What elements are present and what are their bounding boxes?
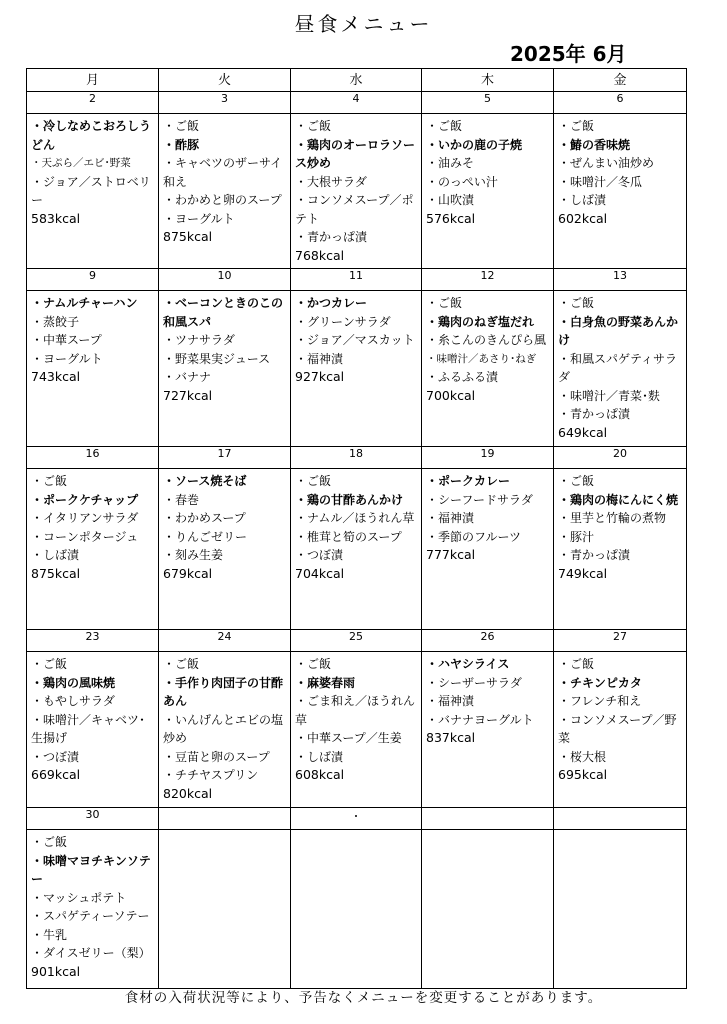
main-dish: ・ハヤシライス [426, 657, 510, 671]
side-dish: ・味噌汁／冬瓜 [558, 174, 643, 189]
main-dish: ・ソース焼そば [163, 474, 247, 488]
date-cell: 12 [422, 269, 554, 291]
date-cell: 2 [27, 92, 159, 114]
date-cell: 6 [554, 92, 687, 114]
calorie-value: 768kcal [295, 247, 345, 263]
date-cell: 23 [27, 630, 159, 652]
date-cell: 3 [159, 92, 291, 114]
calorie-value: 875kcal [31, 565, 81, 581]
date-cell: 10 [159, 269, 291, 291]
side-dish: ・のっぺい汁 [426, 174, 498, 189]
weekday-tue: 火 [159, 69, 291, 92]
side-dish: ・春巻 [163, 492, 200, 507]
weekday-header-row [27, 69, 687, 92]
main-dish: ・鶏肉のねぎ塩だれ [426, 314, 535, 329]
side-dish: ・つぼ漬 [31, 749, 80, 764]
side-dish: ・しば漬 [295, 749, 344, 764]
main-dish: ・鰆の香味焼 [558, 137, 631, 152]
day-menu-cell [27, 114, 159, 269]
menu-row [27, 830, 687, 989]
calorie-value: 608kcal [295, 767, 345, 782]
menu-row [27, 469, 687, 630]
side-dish: ・和風スパゲティサラダ [558, 351, 678, 384]
side-dish: ・山吹漬 [426, 193, 475, 207]
day-menu-cell [291, 652, 422, 808]
date-row [27, 630, 687, 652]
day-menu-cell [291, 830, 422, 989]
calorie-value: 927kcal [295, 369, 345, 384]
page-title: 昼食メニュー [294, 12, 433, 36]
date-cell: 16 [27, 447, 159, 469]
main-dish: ・味噌マヨチキンソテー [31, 853, 151, 886]
main-dish: ・酢豚 [163, 137, 200, 152]
main-dish: ・鶏肉の梅にんにく焼 [558, 492, 679, 507]
side-dish: ・ツナサラダ [163, 333, 235, 347]
side-dish: ・りんごゼリー [163, 529, 248, 544]
main-dish: ・かつカレー [295, 296, 368, 310]
day-menu-cell [422, 830, 554, 989]
side-dish: ・チチヤスプリン [163, 768, 259, 782]
calorie-value: 777kcal [426, 547, 476, 562]
date-cell [554, 808, 687, 830]
side-dish: ・キャベツのザーサイ和え [163, 156, 283, 189]
calorie-value: 837kcal [426, 730, 476, 745]
side-dish: ・青かっぱ漬 [558, 407, 631, 421]
main-dish: ・鶏肉のオーロラソース炒め [295, 137, 416, 170]
date-cell: 26 [422, 630, 554, 652]
rice-item: ・ご飯 [163, 657, 200, 671]
side-dish: ・シーフードサラダ [426, 492, 533, 507]
side-dish: ・里芋と竹輪の煮物 [558, 511, 667, 525]
day-menu-cell [422, 469, 554, 630]
rice-item: ・ご飯 [558, 119, 595, 133]
side-dish: ・ダイスゼリー（梨） [31, 946, 151, 960]
side-dish: ・野菜果実ジュース [163, 351, 271, 366]
day-menu-cell [159, 830, 291, 989]
date-cell [159, 808, 291, 830]
weekday-thu: 木 [422, 69, 554, 92]
side-dish: ・コンソメスープ／ポテト [295, 193, 414, 226]
side-dish: ・中華スープ [31, 333, 102, 347]
side-dish: ・グリーンサラダ [295, 314, 391, 329]
side-dish: ・油みそ [426, 156, 475, 170]
side-dish: ・ジョア／ストロベリー [31, 174, 151, 207]
side-dish: ・天ぷら／エビ･野菜 [31, 157, 131, 169]
side-dish: ・ぜんまい油炒め [558, 156, 655, 170]
main-dish: ・白身魚の野菜あんかけ [558, 314, 679, 347]
rice-item: ・ご飯 [31, 835, 68, 849]
date-cell: 11 [291, 269, 422, 291]
side-dish: ・バナナヨーグルト [426, 712, 534, 727]
day-menu-cell [422, 652, 554, 808]
side-dish: ・豚汁 [558, 529, 595, 544]
side-dish: ・もやしサラダ [31, 694, 115, 708]
menu-row [27, 291, 687, 447]
side-dish: ・味噌汁／あさり･ねぎ [426, 352, 537, 365]
side-dish: ・糸こんのきんぴら風 [426, 333, 547, 347]
side-dish: ・わかめと卵のスープ [163, 193, 282, 207]
side-dish: ・ヨーグルト [31, 351, 103, 366]
main-dish: ・ポークケチャップ [31, 492, 139, 507]
side-dish: ・ジョア／マスカット [295, 333, 415, 347]
side-dish: ・フレンチ和え [558, 694, 642, 708]
side-dish: ・マッシュポテト [31, 890, 127, 905]
side-dish: ・味噌汁／青菜･麩 [558, 388, 661, 403]
day-menu-cell [291, 114, 422, 269]
side-dish: ・桜大根 [558, 749, 607, 764]
date-cell: 9 [27, 269, 159, 291]
calorie-value: 695kcal [558, 767, 608, 782]
day-menu-cell [422, 291, 554, 447]
date-cell [422, 808, 554, 830]
weekday-mon: 月 [27, 69, 159, 92]
side-dish: ・福神漬 [426, 511, 475, 525]
date-cell: 20 [554, 447, 687, 469]
side-dish: ・福神漬 [295, 351, 344, 366]
main-dish: ・ベーコンときのこの和風スパ [163, 296, 284, 329]
side-dish: ・わかめスープ [163, 511, 246, 525]
calorie-value: 583kcal [31, 210, 81, 226]
weekday-wed: 水 [291, 69, 422, 92]
rice-item: ・ご飯 [426, 296, 463, 310]
main-dish: ・手作り肉団子の甘酢あん [163, 675, 284, 708]
date-cell: 4 [291, 92, 422, 114]
calorie-value: 743kcal [31, 369, 81, 384]
date-cell: 18 [291, 447, 422, 469]
day-menu-cell [159, 652, 291, 808]
side-dish: ・大根サラダ [295, 174, 367, 189]
side-dish: ・シーザーサラダ [426, 675, 522, 690]
menu-calendar [26, 68, 687, 989]
rice-item: ・ご飯 [558, 296, 595, 310]
date-cell: 27 [554, 630, 687, 652]
rice-item: ・ご飯 [558, 657, 595, 671]
rice-item: ・ご飯 [163, 119, 200, 133]
side-dish: ・青かっぱ漬 [295, 230, 368, 244]
side-dish: ・椎茸と筍のスープ [295, 529, 402, 544]
date-row [27, 269, 687, 291]
main-dish: ・ナムルチャーハン [31, 296, 138, 310]
side-dish: ・スパゲティーソテー [31, 909, 150, 923]
menu-row [27, 652, 687, 808]
side-dish: ・刻み生姜 [163, 548, 224, 562]
day-menu-cell [27, 469, 159, 630]
calorie-value: 875kcal [163, 229, 213, 244]
calorie-value: 679kcal [163, 565, 213, 581]
day-menu-cell [422, 114, 554, 269]
main-dish: ・鶏肉の風味焼 [31, 675, 116, 690]
calorie-value: 669kcal [31, 767, 81, 782]
side-dish: ・青かっぱ漬 [558, 548, 631, 562]
main-dish: ・鶏の甘酢あんかけ [295, 492, 404, 507]
day-menu-cell [291, 469, 422, 630]
side-dish: ・しば漬 [558, 193, 607, 207]
calorie-value: 700kcal [426, 387, 476, 403]
main-dish: ・いかの鹿の子焼 [426, 137, 523, 152]
day-menu-cell [159, 469, 291, 630]
main-dish: ・チキンピカタ [558, 675, 642, 690]
month-label: 2025年 6月 [510, 42, 627, 66]
side-dish: ・つぼ漬 [295, 548, 344, 562]
side-dish: ・蒸餃子 [31, 314, 80, 329]
rice-item: ・ご飯 [558, 474, 595, 488]
footer-note: 食材の入荷状況等により、予告なくメニューを変更することがあります。 [124, 990, 603, 1006]
side-dish: ・ごま和え／ほうれん草 [295, 694, 416, 727]
date-cell: 5 [422, 92, 554, 114]
date-cell: 24 [159, 630, 291, 652]
day-menu-cell [27, 652, 159, 808]
rice-item: ・ご飯 [426, 119, 463, 133]
side-dish: ・しば漬 [31, 548, 80, 562]
day-menu-cell [554, 114, 687, 269]
rice-item: ・ご飯 [295, 657, 332, 671]
side-dish: ・中華スープ／生姜 [295, 731, 402, 745]
rice-item: ・ご飯 [31, 657, 68, 671]
day-menu-cell [291, 291, 422, 447]
main-dish: ・麻婆春雨 [295, 675, 356, 690]
date-cell: ・ [291, 808, 422, 830]
side-dish: ・ナムル／ほうれん草 [295, 511, 415, 525]
day-menu-cell [27, 291, 159, 447]
day-menu-cell [554, 830, 687, 989]
side-dish: ・牛乳 [31, 927, 68, 942]
calorie-value: 704kcal [295, 565, 345, 581]
side-dish: ・福神漬 [426, 694, 475, 708]
calorie-value: 649kcal [558, 424, 608, 440]
day-menu-cell [554, 291, 687, 447]
day-menu-cell [554, 652, 687, 808]
side-dish: ・コーンポタージュ [31, 529, 139, 544]
calorie-value: 576kcal [426, 210, 476, 226]
side-dish: ・バナナ [163, 370, 212, 384]
date-cell: 30 [27, 808, 159, 830]
day-menu-cell [27, 830, 159, 989]
calorie-value: 602kcal [558, 210, 608, 226]
side-dish: ・ふるふる漬 [426, 370, 499, 384]
side-dish: ・季節のフルーツ [426, 529, 522, 544]
rice-item: ・ご飯 [295, 119, 332, 133]
date-cell: 25 [291, 630, 422, 652]
menu-row [27, 114, 687, 269]
side-dish: ・いんげんとエビの塩炒め [163, 712, 284, 745]
calorie-value: 820kcal [163, 785, 213, 801]
calorie-value: 901kcal [31, 963, 81, 979]
side-dish: ・コンソメスープ／野菜 [558, 712, 677, 745]
date-row [27, 808, 687, 830]
rice-item: ・ご飯 [295, 474, 332, 488]
date-cell: 19 [422, 447, 554, 469]
day-menu-cell [159, 291, 291, 447]
calorie-value: 727kcal [163, 387, 213, 403]
day-menu-cell [554, 469, 687, 630]
date-row [27, 447, 687, 469]
calorie-value: 749kcal [558, 565, 608, 581]
side-dish: ・ヨーグルト [163, 211, 235, 226]
weekday-fri: 金 [554, 69, 687, 92]
side-dish: ・イタリアンサラダ [31, 511, 139, 525]
side-dish: ・豆苗と卵のスープ [163, 749, 270, 764]
rice-item: ・ご飯 [31, 474, 68, 488]
main-dish: ・冷しなめこおろしうどん [31, 119, 152, 152]
side-dish: ・味噌汁／キャベツ･生揚げ [31, 712, 146, 745]
date-cell: 13 [554, 269, 687, 291]
main-dish: ・ポークカレー [426, 474, 511, 488]
date-row [27, 92, 687, 114]
day-menu-cell [159, 114, 291, 269]
date-cell: 17 [159, 447, 291, 469]
